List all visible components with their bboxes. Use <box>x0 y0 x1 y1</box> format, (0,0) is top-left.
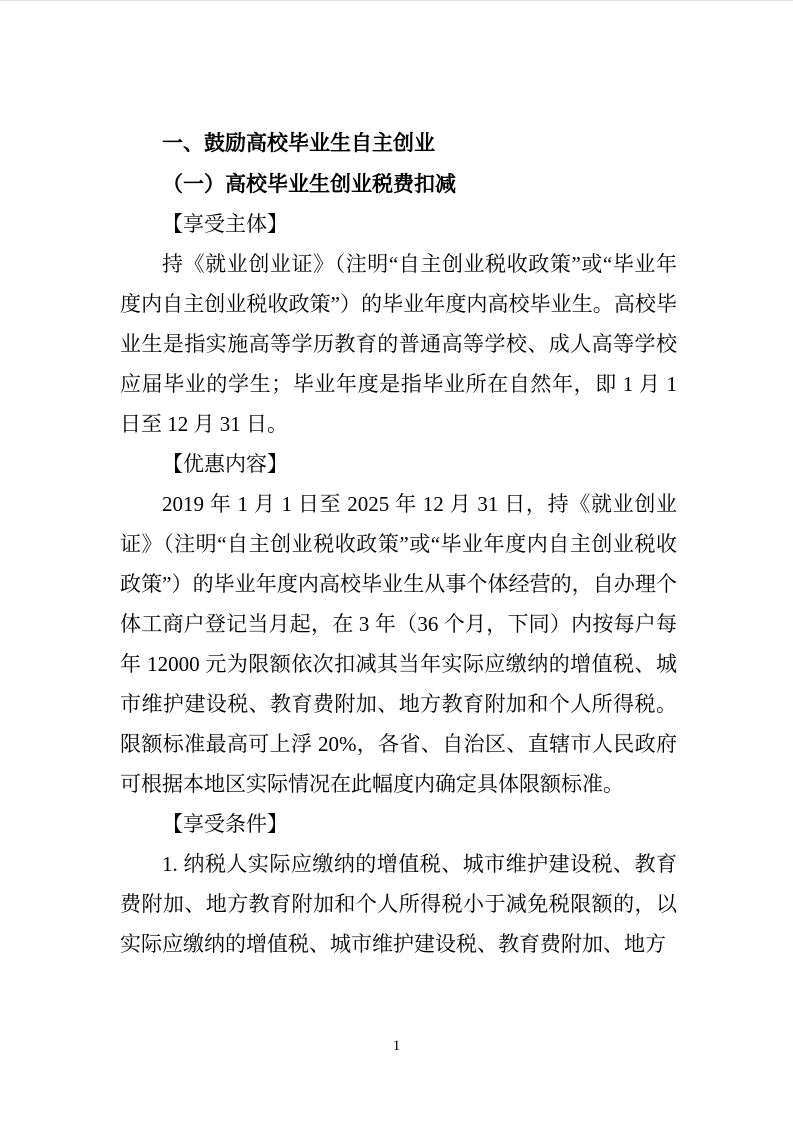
bracket-header-benefit-content: 【优惠内容】 <box>162 452 288 476</box>
paragraph-conditions: 1. 纳税人实际应缴纳的增值税、城市维护建设税、教育费附加、地方教育附加和个人所得税小于减免税限额的，以实际应缴纳的增值税、城市维护建设税、教育费附加、地方 <box>120 852 677 956</box>
bracket-header-beneficiary: 【享受主体】 <box>162 212 288 236</box>
section-heading: （一）高校毕业生创业税费扣减 <box>162 172 456 196</box>
page-number: 1 <box>392 1038 401 1054</box>
paragraph-beneficiary: 持《就业创业证》（注明“自主创业税收政策”或“毕业年度内自主创业税收政策”）的毕业年度内高校毕业生。高校毕业生是指实施高等学历教育的普通高等学校、成人高等学校应届毕业的学生；毕业年度是指毕业所在自然年，即 1 月 1 日至 12 月 31 日。 <box>120 252 677 436</box>
document-body <box>120 124 677 964</box>
paragraph-benefit-content: 2019 年 1 月 1 日至 2025 年 12 月 31 日，持《就业创业证》（注明“自主创业税收政策”或“毕业年度内自主创业税收政策”）的毕业年度内高校毕业生从事个体经营的，自办理个体工商户登记当月起，在 3 年（36 个月，下同）内按每户每年 12000 元为限额依次扣减其当年实际应缴纳的增值税、城市维护建设税、教育费附加、地方教育附加和个人所得税。限额标准最高可上浮 20%，各省、自治区、直辖市人民政府可根据本地区实际情况在此幅度内确定具体限额标准。 <box>120 492 677 796</box>
bracket-header-conditions: 【享受条件】 <box>162 812 288 836</box>
chapter-heading: 一、鼓励高校毕业生自主创业 <box>162 132 435 155</box>
